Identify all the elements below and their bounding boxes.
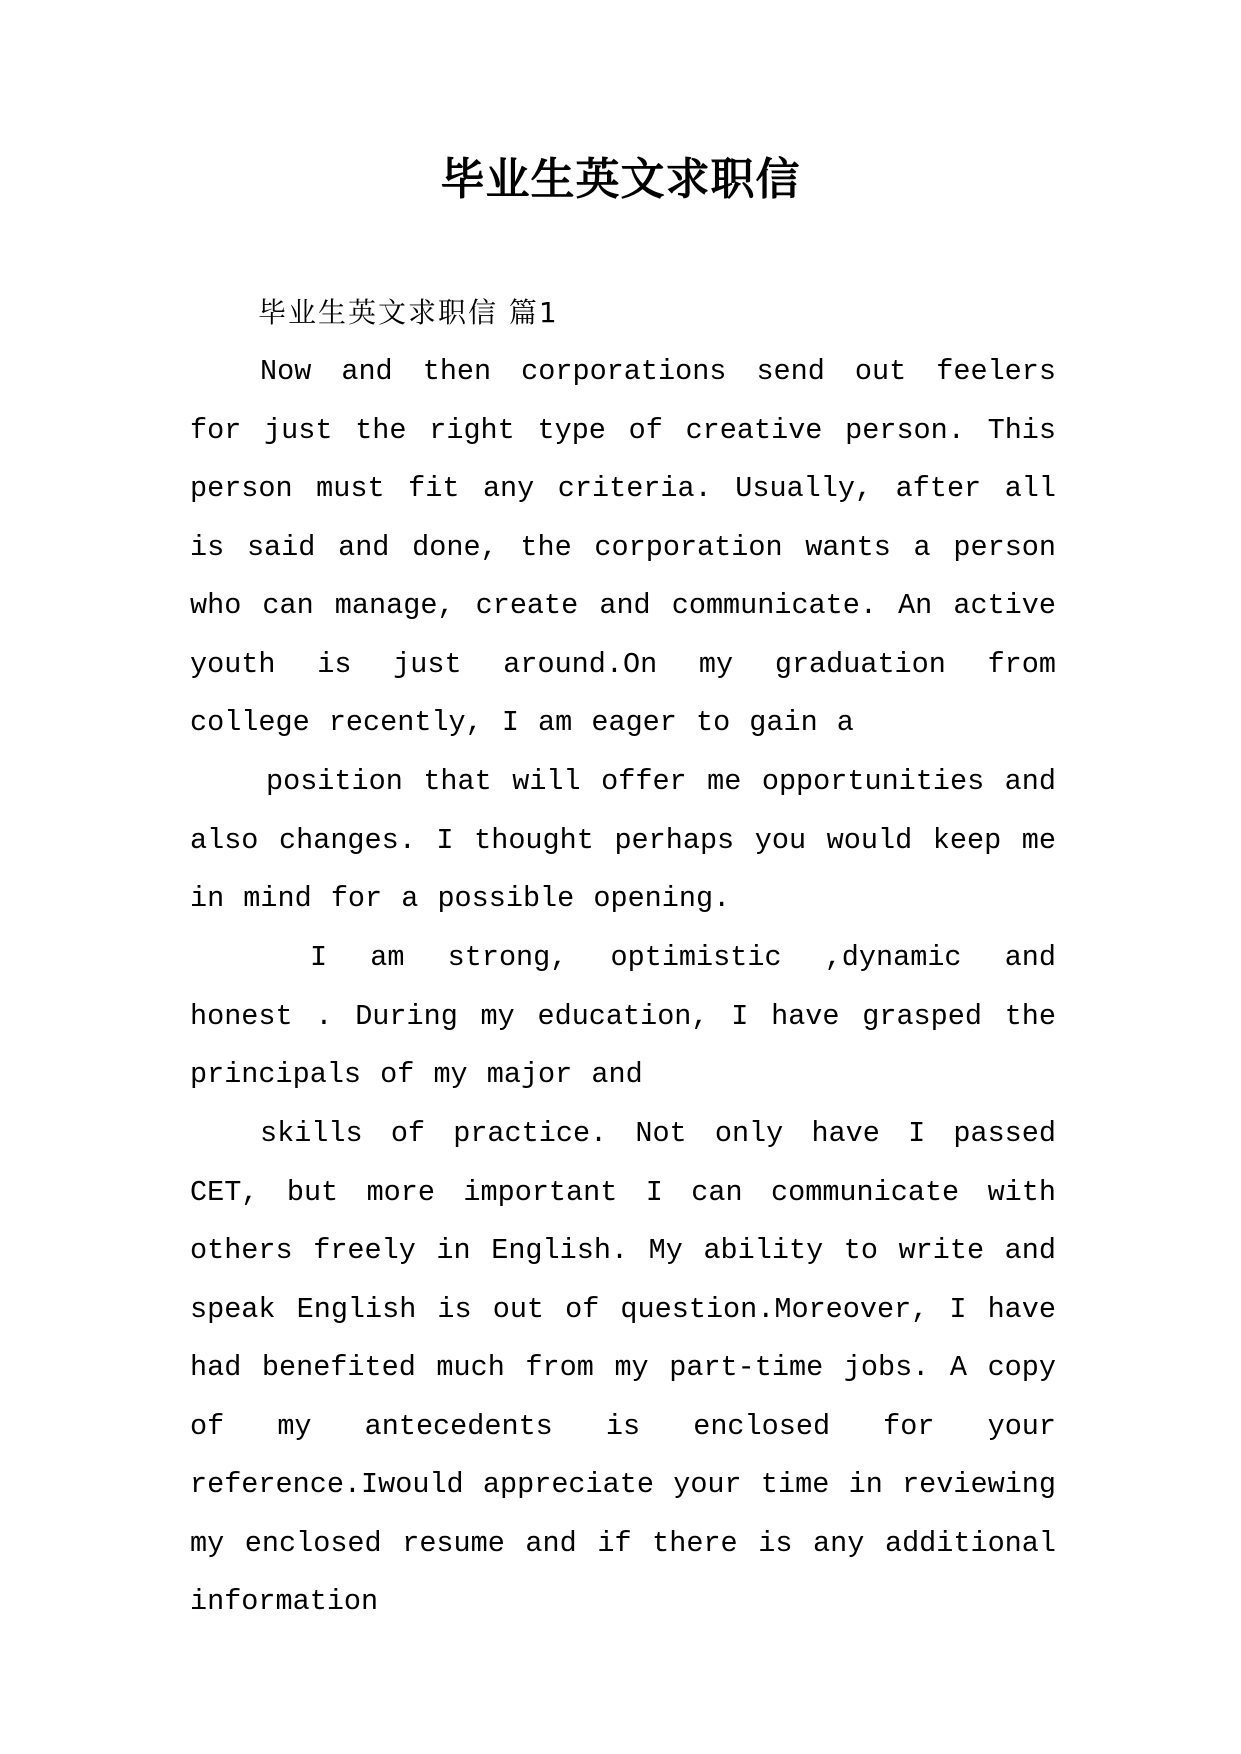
paragraph-4: skills of practice. Not only have I passed CET, but more important I can communicate with others freely in English. My ability to write and speak English is out of question.Moreover, I have had benefited much from my part-time jobs. A copy of my antecedents is enclosed for your reference.Iwould appreciate your time in reviewing my enclosed resume and if there is any additional information (190, 1117, 1056, 1618)
section-heading: 毕业生英文求职信 篇1 (258, 296, 559, 329)
page-title: 毕业生英文求职信 (440, 154, 801, 205)
paragraph-3: I am strong, optimistic ,dynamic and honest . During my education, I have grasped the (190, 941, 1056, 1033)
paragraph-1: Now and then corporations send out feelers for just the right type of creative person. This person must fit any criteria. Usually, after all is said and done, the corporation wants a person who can manage, create and communicate. An active youth is just around.On my graduation from college recently, I am eager to gain a (190, 355, 1056, 739)
paragraph-3-continued: principals of my major and (190, 1058, 643, 1091)
paragraph-2: position that will offer me opportunities and also changes. I thought perhaps you would keep me in mind for a possible opening. (190, 765, 1056, 915)
